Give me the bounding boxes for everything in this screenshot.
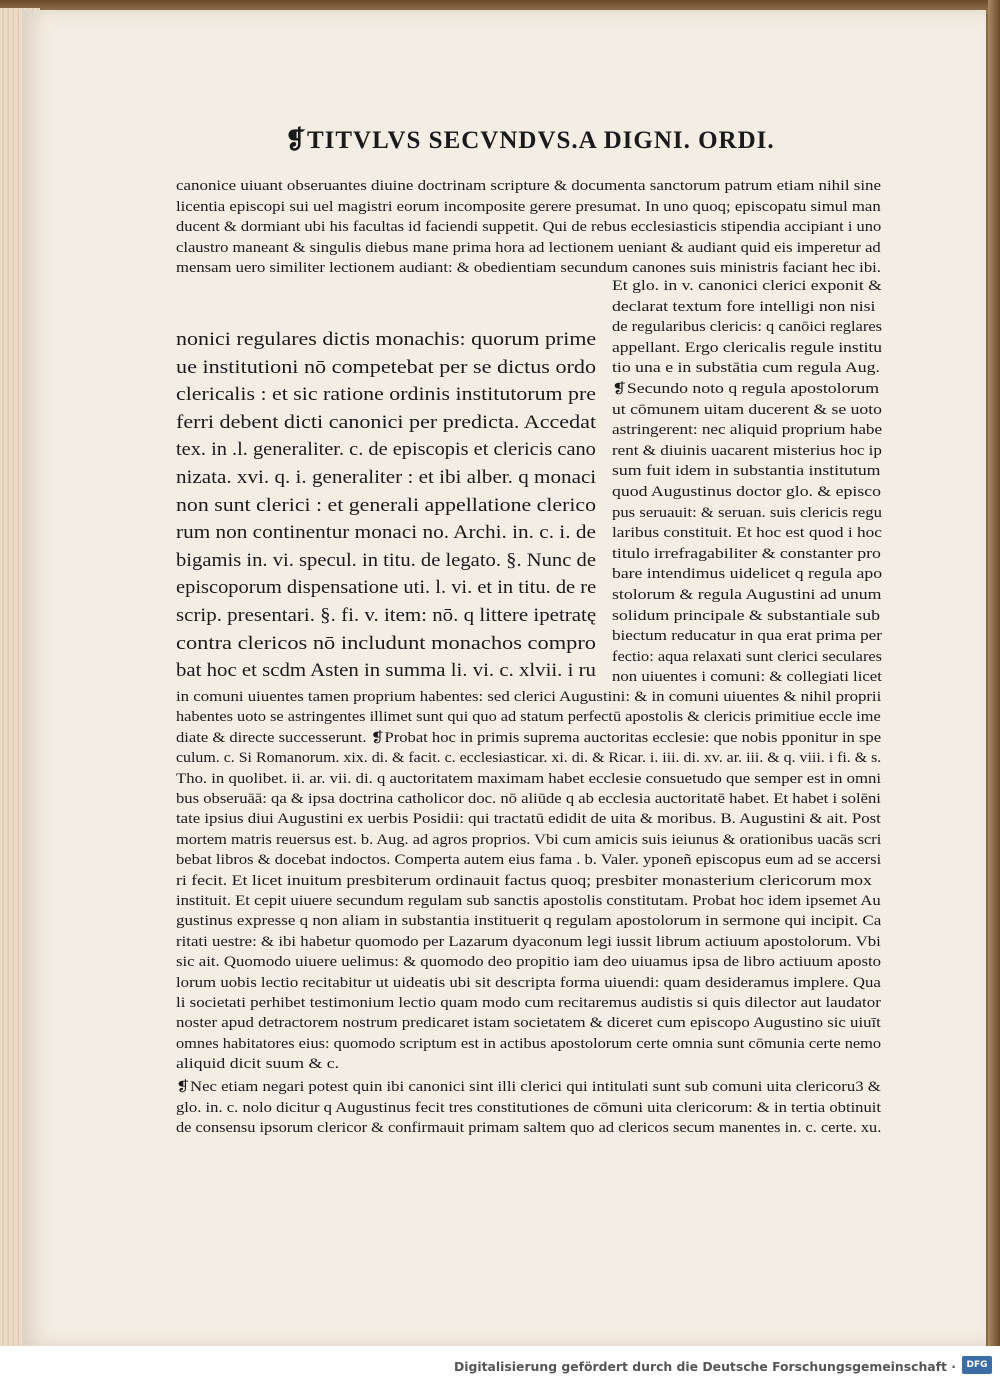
text-line: episcoporum dispensatione uti. l. vi. et in titu. de re — [176, 577, 597, 599]
text-line: instituit. Et cepit uiuere secundum regulam sub sanctis apostolis constitutam. Probat hoc idem ipsemet Au — [176, 893, 881, 909]
text-line: culum. c. Si Romanorum. xix. di. & facit. c. ecclesiasticar. xi. di. & Ricar. i. iii. di. xv. ar. iii. & q. viii. i fi. & s. — [176, 750, 882, 767]
text-line: mortem matris reuersus est. b. Aug. ad agros proprios. Vbi cum amicis suis ieiunus & orationibus uacās scri — [176, 831, 882, 848]
text-line: ducent & dormiant ubi his facultas id faciendi suppetit. Qui de rebus ecclesiasticis stipendia accipiant i uno — [176, 219, 882, 235]
text-line: lorum uobis lectio recitabitur ut uideatis ubi sit descripta forma uiuendi: quam desideramus implere. Qua — [176, 974, 881, 991]
text-line: sic ait. Quomodo uiuere uelimus: & quomodo deo propitio iam deo uiuamus ipsa de libro actiuum aposto — [176, 954, 882, 971]
text-line: bus obseruāā: qa & ipsa doctrina catholicor doc. nō aliūde q ab ecclesia auctoritatē habet. Et habet i solēni — [176, 791, 881, 807]
text-line: pus seruauit: & seruan. suis clericis regu — [612, 504, 882, 521]
text-line: tex. in .l. generaliter. c. de episcopis et clericis cano — [176, 439, 596, 461]
text-line: Tho. in quolibet. ii. ar. vii. di. q auctoritatem maximam habet ecclesie consuetudo que semper est in omni — [176, 770, 882, 787]
text-line: diate & directe successerunt. ❡Probat hoc in primis suprema auctoritas ecclesie: que nobis pponitur in spe — [176, 729, 882, 746]
text-line: bebat libros & docebat indoctos. Comperta autem eius fama . b. Valer. yponeñ episcopus eum ad se accersi — [176, 852, 882, 869]
text-line: stolorum & regula Augustini ad unum — [612, 587, 882, 603]
text-line: glo. in. c. nolo dicitur q Augustinus fecit tres constitutiones de cōmuni uita clericorum: & in tertia obtinuit — [176, 1099, 882, 1116]
text-line: de consensu ipsorum clericor & confirmauit primam saltem quo ad clericos secum manentes in. c. certe. xu. — [176, 1120, 882, 1136]
dfg-logo: DFG — [962, 1356, 992, 1374]
text-line: claustro maneant & singulis diebus mane prima hora ad lectionem ueniant & audiant quid eis imperetur ad — [176, 239, 881, 256]
text-line: titulo irrefragabiliter & constanter pro — [612, 545, 881, 562]
text-line: ferri debent dicti canonici per predicta. Accedat — [176, 411, 597, 433]
text-line: declarat textum fore intelligi non nisi — [612, 298, 876, 315]
text-line: canonice uiuant obseruantes diuine doctrinam scripture & documenta sanctorum patrum etiam nihil sine — [176, 178, 882, 194]
text-line: solidum principale & substantiale sub — [612, 607, 880, 624]
text-line: ❡Secundo noto q regula apostolorum — [612, 381, 880, 397]
binding-right — [988, 0, 1000, 1346]
text-line: noster apud detractorem nostrum predicaret istam societatem & diceret cum episcopo Augustino sic uiuīt — [176, 1015, 881, 1032]
text-line: de regularibus clericis: q canōici reglares — [612, 319, 883, 336]
text-line: tio una e in substātia cum regula Aug. — [612, 360, 880, 377]
text-line: fectio: aqua relaxati sunt clerici seculares — [612, 648, 882, 665]
text-line: li societati perhibet testimonium lectio quam modo cum recitaremus audistis si quis dilector aut laudator — [176, 995, 881, 1011]
text-line: gustinus expresse q non aliam in substantia instituerit q regulam apostolorum in sermone qui incipit. Ca — [176, 913, 882, 930]
text-line: ritati uestre: & ibi habetur quomodo per Lazarum dyaconum legi iussit librum actiuum apostolorum. Vbi — [176, 933, 881, 950]
text-line: licentia episcopi sui uel magistri eorum incomposite gerere presumat. In uno quoq; episcopatu simul man — [176, 198, 881, 215]
text-line: non sunt clerici : et generali appellatione clerico — [176, 494, 597, 516]
text-line: Et glo. in v. canonici clerici exponit & — [612, 278, 882, 294]
text-line: scrip. presentari. §. fi. v. item: nō. q littere ipetratę — [176, 605, 597, 626]
text-line: clericalis : et sic ratione ordinis institutorum pre — [176, 384, 596, 406]
text-line: rent & diuinis uacarent misterius hoc ip — [612, 442, 882, 459]
text-line: mensam uero similiter lectionem audiant: & obedientiam secundum canones suis ministris faciant hec ibi. — [176, 260, 881, 276]
text-line: omnes habitatores eius: quomodo scriptum est in actibus apostolorum certe omnia sunt cōmunia certe nemo — [176, 1035, 882, 1052]
text-line: appellant. Ergo clericalis regule institu — [612, 339, 883, 356]
text-line: ri fecit. Et licet inuitum presbiterum ordinauit factus quoq; presbiter monasterium clericorum mox — [176, 872, 872, 889]
text-line: ue institutioni nō competebat per se dictus ordo — [176, 356, 597, 378]
text-line: habentes uoto se astringentes illimet sunt qui quo ad statum perfectū apostolis & clericis primitiue eccle ime — [176, 709, 881, 726]
text-line: sum fuit idem in substantia institutum — [612, 463, 881, 480]
text-line: bigamis in. vi. specul. in titu. de legato. §. Nunc de — [176, 549, 596, 571]
text-line: astringerent: nec aliquid proprium habe — [612, 422, 883, 439]
text-line: ❡Nec etiam negari potest quin ibi canonici sint illi clerici qui intitulati sunt sub comuni uita clericoru3 & — [176, 1079, 881, 1095]
text-line: tate ipsius diui Augustini ex uerbis Posidii: qui tractatū edidit de uita & moribus. B. Augustini & ait. Post — [176, 811, 881, 828]
funding-credit: Digitalisierung gefördert durch die Deutsche Forschungsgemeinschaft · — [453, 1359, 956, 1374]
text-line: in comuni uiuentes tamen proprium habentes: sed clerici Augustini: & in comuni uiuentes & nihil proprii — [176, 689, 882, 705]
text-line: nonici regulares dictis monachis: quorum prime — [176, 329, 597, 350]
text-line: contra clericos nō includunt monachos compro — [176, 632, 596, 654]
text-line: non uiuentes i comuni: & collegiati licet — [612, 669, 882, 686]
running-heading: ❡TITVLVS SECVNDVS.A DIGNI. ORDI. — [285, 127, 775, 154]
text-line: bat hoc et scdm Asten in summa li. vi. c. xlvii. i ru — [176, 660, 596, 682]
text-line: quod Augustinus doctor glo. & episco — [612, 484, 881, 500]
text-line: biectum reducatur in qua erat prima per — [612, 628, 882, 645]
text-line: aliquid dicit suum & c. — [176, 1056, 340, 1073]
text-line: laribus constituit. Et hoc est quod i hoc — [612, 525, 882, 542]
text-line: nizata. xvi. q. i. generaliter : et ibi alber. q monaci — [176, 467, 597, 488]
text-line: ut cōmunem uitam ducerent & se uoto — [612, 401, 882, 418]
text-line: rum non continentur monaci no. Archi. in. c. i. de — [176, 522, 596, 544]
text-line: bare intendimus uidelicet q regula apo — [612, 566, 883, 583]
footer-bar — [0, 1346, 1000, 1385]
